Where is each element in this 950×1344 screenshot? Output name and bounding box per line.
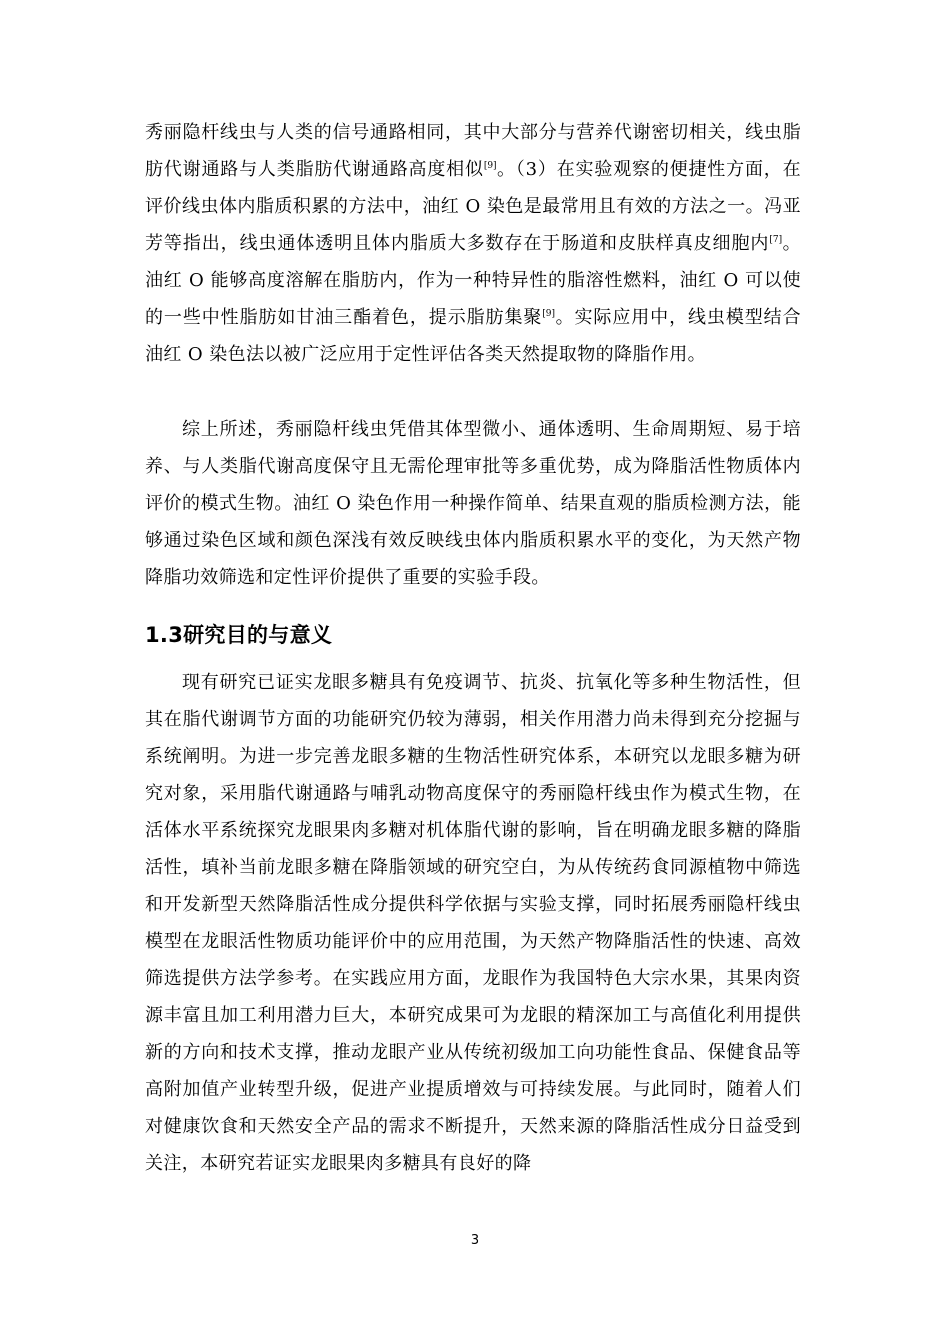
citation-reference: [9] — [483, 161, 497, 171]
citation-reference: [9] — [542, 309, 556, 319]
paragraph-nematode-model-advantages — [145, 114, 801, 373]
paragraph-summary: 综上所述，秀丽隐杆线虫凭借其体型微小、通体透明、生命周期短、易于培养、与人类脂代谢高度保守且无需伦理审批等多重优势，成为降脂活性物质体内评价的模式生物。油红 O 染色作用一种操作简单、结果直观的脂质检测方法，能够通过染色区域和颜色深浅有效反映线虫体内脂质积累水平的变化，为天然产物降脂功效筛选和定性评价提供了重要的实验手段。 — [145, 419, 801, 588]
paragraph-text: 。实际应用中，线虫模型结合油红 O 染色法以被广泛应用于定性评估各类天然提取物的降脂作用。 — [145, 307, 801, 365]
page-number: 3 — [470, 1233, 480, 1248]
paragraph-text: 秀丽隐杆线虫与人类的信号通路相同，其中大部分与营养代谢密切相关，线虫脂肪代谢通路与人类脂肪代谢通路高度相似 — [145, 122, 801, 180]
section-heading: 1.3研究目的与意义 — [145, 623, 333, 647]
citation-reference: [7] — [769, 235, 783, 245]
paragraph-text: 。（3）在实验观察的便捷性方面，在评价线虫体内脂质积累的方法中，油红 O 染色是最常用且有效的方法之一。冯亚芳等指出，线虫通体透明且体内脂质大多数存在于肠道和皮肤样真皮细胞内 — [145, 159, 801, 254]
paragraph-research-purpose: 现有研究已证实龙眼多糖具有免疫调节、抗炎、抗氧化等多种生物活性，但其在脂代谢调节方面的功能研究仍较为薄弱，相关作用潜力尚未得到充分挖掘与系统阐明。为进一步完善龙眼多糖的生物活性研究体系，本研究以龙眼多糖为研究对象，采用脂代谢通路与哺乳动物高度保守的秀丽隐杆线虫作为模式生物，在活体水平系统探究龙眼果肉多糖对机体脂代谢的影响，旨在明确龙眼多糖的降脂活性，填补当前龙眼多糖在降脂领域的研究空白，为从传统药食同源植物中筛选和开发新型天然降脂活性成分提供科学依据与实验支撑，同时拓展秀丽隐杆线虫模型在龙眼活性物质功能评价中的应用范围，为天然产物降脂活性的快速、高效筛选提供方法学参考。在实践应用方面，龙眼作为我国特色大宗水果，其果肉资源丰富且加工利用潜力巨大，本研究成果可为龙眼的精深加工与高值化利用提供新的方向和技术支撑，推动龙眼产业从传统初级加工向功能性食品、保健食品等高附加值产业转型升级，促进产业提质增效与可持续发展。与此同时，随着人们对健康饮食和天然安全产品的需求不断提升，天然来源的降脂活性成分日益受到关注，本研究若证实龙眼果肉多糖具有良好的降 — [145, 672, 801, 1174]
paragraph-text: 。油红 O 能够高度溶解在脂肪内，作为一种特异性的脂溶性燃料，油红 O 可以使的一些中性脂肪如甘油三酯着色，提示脂肪集聚 — [145, 233, 801, 328]
